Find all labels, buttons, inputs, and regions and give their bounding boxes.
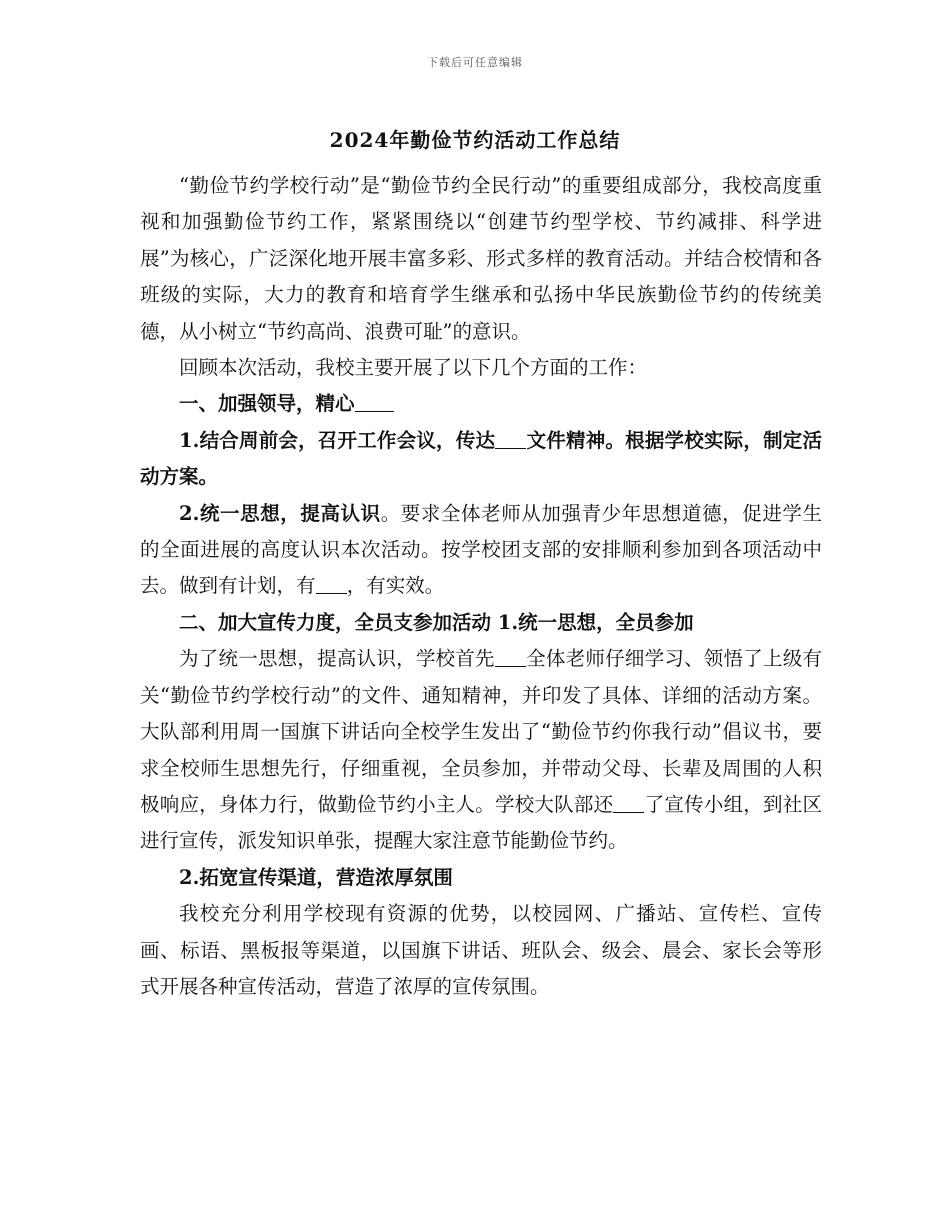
blank-underline (355, 392, 394, 413)
paragraph-item-2 (140, 496, 822, 605)
unify-text-b: 全体老师仔细学习、领悟了上级有关“勤俭节约学校行动”的文件、通知精神，并印发了具体、详细的活动方案。大队部利用周一国旗下讲话向全校学生发出了“勤俭节约你我行动”倡议书，要求全校师生思想先行，仔细重视，全员参加，并带动父母、长辈及周围的人积极响应，身体力行，做勤俭节约小主人。学校大队部还 (140, 647, 822, 816)
paragraph-item-1 (140, 423, 822, 496)
blank-underline (495, 647, 526, 668)
heading-section-2: 二、加大宣传力度，全员支参加活动 1.统一思想，全员参加 (179, 610, 694, 634)
heading-section-1 (140, 386, 822, 422)
item-2-text-a: 。要求全体老师从加强青少年思想道德，促进学生的全面进展的高度认识本次活动。按学校团支部的安排顺利参加到各项活动中去。做到有计划，有 (140, 501, 822, 598)
blank-underline (495, 428, 526, 449)
item-2-text-b: ，有实效。 (346, 574, 445, 598)
item-1-text-b: 文件精神。根据学校实际，制定活动方案。 (140, 428, 822, 489)
document-body (140, 168, 822, 1005)
paragraph-review: 回顾本次活动，我校主要开展了以下几个方面的工作： (179, 356, 648, 380)
paragraph-intro: “勤俭节约学校行动”是“勤俭节约全民行动”的重要组成部分，我校高度重视和加强勤俭节约工作，紧紧围绕以“创建节约型学校、节约减排、科学进展”为核心，广泛深化地开展丰富多彩、形式多样的教育活动。并结合校情和各班级的实际，大力的教育和培育学生继承和弘扬中华民族勤俭节约的传统美德，从小树立“节约高尚、浪费可耻”的意识。 (140, 174, 822, 343)
heading-section-1-text: 一、加强领导，精心 (179, 392, 355, 416)
paragraph-unify-thought (140, 641, 822, 859)
unify-text-a: 为了统一思想，提高认识，学校首先 (179, 647, 495, 671)
paragraph-channels: 我校充分利用学校现有资源的优势，以校园网、广播站、宣传栏、宣传画、标语、黑板报等渠道，以国旗下讲话、班队会、级会、晨会、家长会等形式开展各种宣传活动，营造了浓厚的宣传氛围。 (140, 902, 822, 998)
document-title: 2024年勤俭节约活动工作总结 (329, 128, 621, 152)
blank-underline (316, 574, 347, 595)
heading-subsection-2-2: 2.拓宽宣传渠道，营造浓厚氛围 (179, 865, 453, 889)
page-header-note: 下载后可任意编辑 (427, 56, 523, 69)
item-1-text-a: 1.结合周前会，召开工作会议，传达 (179, 428, 496, 452)
item-2-heading: 2.统一思想，提高认识 (179, 501, 381, 525)
unify-text-c: 了宣传小组，到社区进行宣传，派发知识单张，提醒大家注意节能勤俭节约。 (140, 792, 822, 853)
blank-underline (613, 792, 644, 813)
